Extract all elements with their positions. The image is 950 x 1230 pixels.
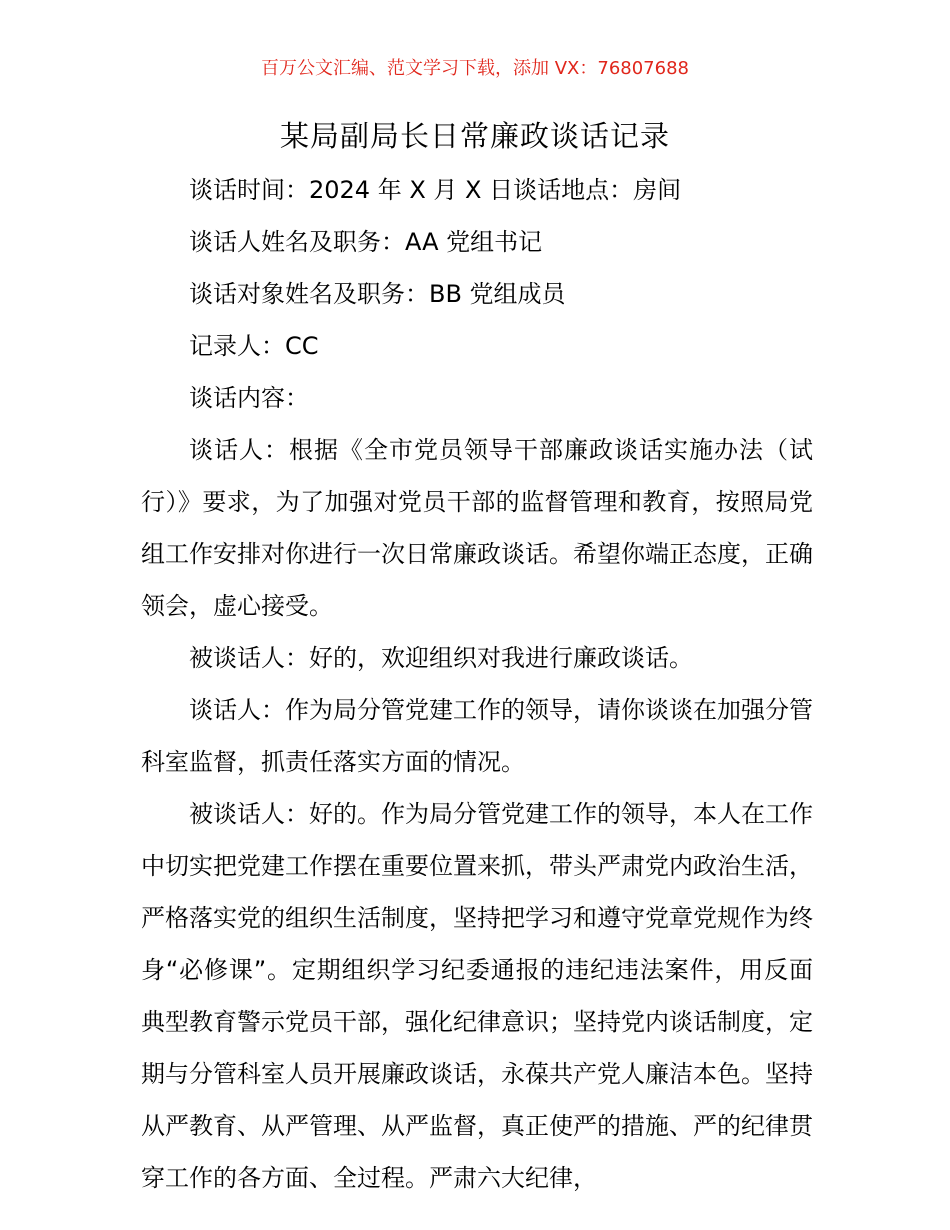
meta-interviewee: 谈话对象姓名及职务：BB 党组成员	[189, 280, 566, 308]
dialogue-paragraph: 谈话人：作为局分管党建工作的领导，请你谈谈在加强分管科室监督，抓责任落实方面的情况。	[141, 696, 813, 776]
meta-talk-time-place: 谈话时间：2024 年 X 月 X 日谈话地点：房间	[189, 176, 682, 204]
dialogue-paragraph: 被谈话人：好的，欢迎组织对我进行廉政谈话。	[189, 644, 693, 672]
document-body	[141, 164, 813, 1204]
meta-content-heading: 谈话内容：	[189, 384, 309, 412]
dialogue-paragraph: 被谈话人：好的。作为局分管党建工作的领导，本人在工作中切实把党建工作摆在重要位置来抓，带头严肃党内政治生活，严格落实党的组织生活制度，坚持把学习和遵守党章党规作为终身“必修课”。定期组织学习纪委通报的违纪违法案件，用反面典型教育警示党员干部，强化纪律意识；坚持党内谈话制度，定期与分管科室人员开展廉政谈话，永葆共产党人廉洁本色。坚持从严教育、从严管理、从严监督，真正使严的措施、严的纪律贯穿工作的各方面、全过程。严肃六大纪律，	[141, 800, 813, 1192]
meta-interviewer: 谈话人姓名及职务：AA 党组书记	[189, 228, 543, 256]
meta-recorder: 记录人：CC	[189, 332, 319, 360]
source-watermark-banner: 百万公文汇编、范文学习下载，添加 VX：76807688	[261, 58, 689, 79]
dialogue-paragraph: 谈话人：根据《全市党员领导干部廉政谈话实施办法（试行）》要求，为了加强对党员干部的监督管理和教育，按照局党组工作安排对你进行一次日常廉政谈话。希望你端正态度，正确领会，虚心接受。	[141, 436, 813, 620]
document-title: 某局副局长日常廉政谈话记录	[279, 119, 670, 153]
